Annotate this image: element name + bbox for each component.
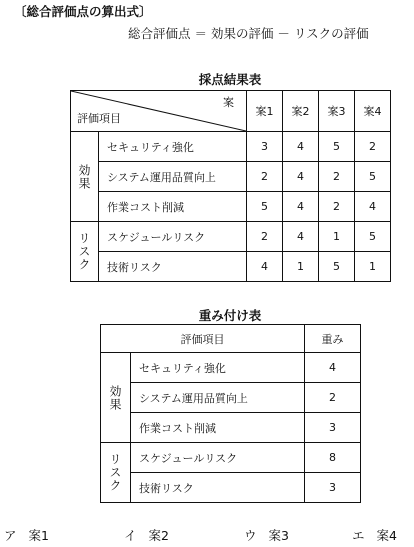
- score-cell: 4: [283, 222, 319, 252]
- score-cell: 1: [355, 252, 391, 282]
- score-cell: 2: [319, 192, 355, 222]
- item-label: 作業コスト削減: [99, 192, 247, 222]
- score-cell: 5: [319, 252, 355, 282]
- formula-text: 総合評価点 ＝ 効果の評価 － リスクの評価: [128, 26, 369, 41]
- weight-cell: 4: [305, 353, 361, 383]
- choice-a[interactable]: [4, 526, 49, 544]
- header-item: 評価項目: [101, 325, 305, 353]
- item-label: セキュリティ強化: [131, 353, 305, 383]
- table-row: [101, 473, 361, 503]
- item-label: スケジュールリスク: [99, 222, 247, 252]
- item-label: システム運用品質向上: [99, 162, 247, 192]
- score-cell: 5: [355, 222, 391, 252]
- column-header: 案2: [283, 91, 319, 132]
- table-row: [101, 413, 361, 443]
- choice-u[interactable]: [244, 526, 289, 544]
- score-cell: 5: [247, 192, 283, 222]
- corner-plan-label: 案: [223, 96, 234, 109]
- weight-cell: 2: [305, 383, 361, 413]
- item-label: 技術リスク: [99, 252, 247, 282]
- choice-letter: ア: [4, 528, 17, 543]
- formula-heading: 〔総合評価点の算出式〕: [14, 4, 152, 19]
- choice-letter: イ: [124, 528, 137, 543]
- table-row: [71, 162, 391, 192]
- weight-table: [100, 324, 361, 503]
- score-cell: 4: [283, 192, 319, 222]
- table-row: [71, 132, 391, 162]
- table-row: [101, 383, 361, 413]
- table-row: [71, 252, 391, 282]
- score-cell: 4: [247, 252, 283, 282]
- score-table: [70, 90, 391, 282]
- group-label-effect: 効果: [71, 132, 99, 222]
- group-label-effect: 効果: [101, 353, 131, 443]
- score-cell: 2: [247, 162, 283, 192]
- choice-text: 案2: [148, 528, 169, 543]
- weight-cell: 3: [305, 413, 361, 443]
- table-row: [71, 222, 391, 252]
- table-row: [101, 443, 361, 473]
- weight-cell: 8: [305, 443, 361, 473]
- column-header: 案1: [247, 91, 283, 132]
- score-cell: 3: [247, 132, 283, 162]
- column-header: 案4: [355, 91, 391, 132]
- score-table-caption: 採点結果表: [198, 72, 262, 87]
- choice-letter: ウ: [244, 528, 257, 543]
- table-row: [71, 192, 391, 222]
- choice-text: 案3: [268, 528, 289, 543]
- group-label-risk: リスク: [71, 222, 99, 282]
- item-label: セキュリティ強化: [99, 132, 247, 162]
- score-cell: 2: [319, 162, 355, 192]
- table-row: [101, 353, 361, 383]
- item-label: システム運用品質向上: [131, 383, 305, 413]
- score-cell: 5: [355, 162, 391, 192]
- choice-letter: エ: [352, 528, 365, 543]
- item-label: 作業コスト削減: [131, 413, 305, 443]
- weight-cell: 3: [305, 473, 361, 503]
- score-table-header-row: [71, 91, 391, 132]
- choice-text: 案1: [28, 528, 49, 543]
- score-cell: 4: [355, 192, 391, 222]
- score-table-corner: [71, 91, 247, 132]
- score-cell: 1: [319, 222, 355, 252]
- header-weight: 重み: [305, 325, 361, 353]
- group-label-risk: リスク: [101, 443, 131, 503]
- column-header: 案3: [319, 91, 355, 132]
- choice-text: 案4: [376, 528, 397, 543]
- weight-table-header-row: [101, 325, 361, 353]
- score-cell: 5: [319, 132, 355, 162]
- score-cell: 1: [283, 252, 319, 282]
- score-cell: 4: [283, 162, 319, 192]
- weight-table-caption: 重み付け表: [198, 308, 262, 323]
- score-cell: 4: [283, 132, 319, 162]
- corner-item-label: 評価項目: [77, 112, 121, 125]
- choice-e[interactable]: [352, 526, 397, 544]
- choice-i[interactable]: [124, 526, 169, 544]
- item-label: スケジュールリスク: [131, 443, 305, 473]
- item-label: 技術リスク: [131, 473, 305, 503]
- score-cell: 2: [247, 222, 283, 252]
- score-cell: 2: [355, 132, 391, 162]
